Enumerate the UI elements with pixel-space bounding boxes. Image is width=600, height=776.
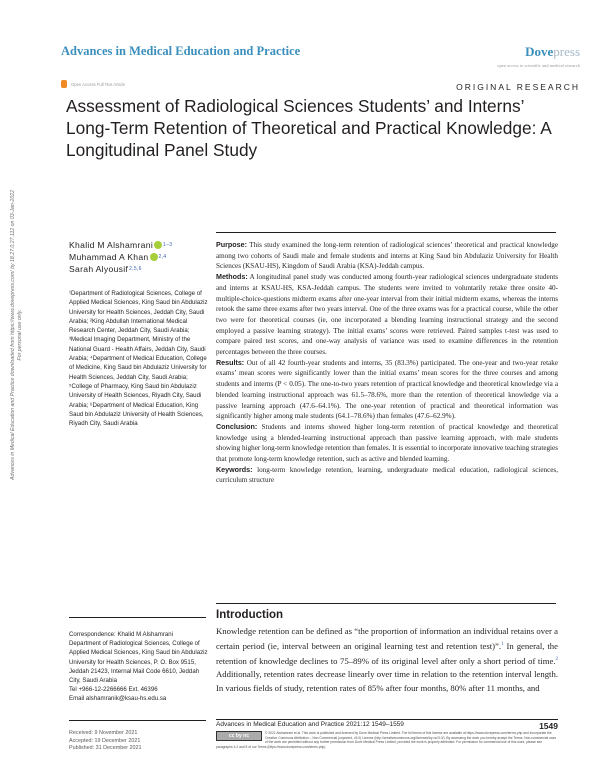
article-type: ORIGINAL RESEARCH bbox=[456, 82, 580, 92]
abstract-keywords bbox=[216, 465, 558, 486]
abstract-top-divider bbox=[216, 232, 556, 233]
publisher-tagline: open access to scientific and medical research bbox=[497, 63, 580, 68]
conclusion-text: Students and interns showed higher long-term retention of practical knowledge and theoretical knowledge using a blended-learning instructional approach than passive learning approach, with male students showing higher long-term knowledge retention than females. It is essential to incorporate innovative teaching strategies that promote long-term knowledge retention, such as active and blended learning. bbox=[216, 422, 558, 464]
license-notice bbox=[216, 731, 558, 749]
results-label: Results: bbox=[216, 358, 245, 367]
author-name[interactable]: Muhammad A Khan bbox=[69, 252, 149, 262]
author-affiliation-ref[interactable]: 1–3 bbox=[163, 242, 173, 248]
cc-license-badge-icon[interactable] bbox=[216, 731, 262, 741]
publisher-name-bold: Dove bbox=[525, 44, 554, 59]
publisher-name-light: press bbox=[553, 44, 580, 59]
purpose-label: Purpose: bbox=[216, 241, 247, 249]
citation-link[interactable]: 2 bbox=[555, 657, 558, 663]
orcid-icon[interactable] bbox=[154, 241, 162, 249]
conclusion-label: Conclusion: bbox=[216, 422, 258, 431]
abstract-results bbox=[216, 358, 558, 422]
download-notice-line: Advances in Medical Education and Practice downloaded from https://www.dovepress.com/ by 18.27.0.27.112 on 03-Jan-2022 bbox=[10, 190, 16, 480]
footer-divider bbox=[216, 719, 558, 720]
intro-text: Additionally, retention rates decrease linearly over time in relation to the retention interval length. In various fields of study, retention rates of 85% after four months, 80% after 11 months, and bbox=[216, 669, 558, 693]
dates-divider bbox=[69, 720, 206, 721]
open-access-lock-icon bbox=[61, 80, 67, 88]
published-date: Published: 31 December 2021 bbox=[69, 745, 142, 751]
download-notice bbox=[6, 100, 28, 570]
author-affiliation-ref[interactable]: 2,4 bbox=[158, 254, 167, 260]
cc-badge-text: cc by nc bbox=[228, 732, 249, 739]
introduction-body bbox=[216, 625, 558, 695]
publisher-logo[interactable] bbox=[497, 44, 580, 68]
publication-dates bbox=[69, 730, 142, 753]
journal-title[interactable]: Advances in Medical Education and Practice bbox=[61, 44, 301, 58]
personal-use-notice: For personal use only. bbox=[17, 309, 23, 361]
correspondence-address: Department of Radiological Sciences, College of Applied Medical Sciences, King Saud bin Abdulaziz University for Health Sciences, P. O. Box 9515, Jeddah 21423, Internal Mail Code 6610, Jeddah City, Saudi Arabia bbox=[69, 640, 208, 685]
correspondence bbox=[69, 630, 209, 704]
article-title: Assessment of Radiological Sciences Students’ and Interns’ Long-Term Retention of Theoretical and Practical Knowledge: A Longitudinal Panel Study bbox=[66, 96, 551, 160]
orcid-icon[interactable] bbox=[150, 253, 158, 261]
abstract-purpose bbox=[216, 240, 558, 272]
keywords-label: Keywords: bbox=[216, 465, 253, 474]
correspondence-phone: Tel +966-12-2266666 Ext. 46396 bbox=[69, 686, 158, 694]
author-name[interactable]: Khalid M Alshamrani bbox=[69, 240, 154, 250]
citation-link[interactable]: 1 bbox=[501, 642, 504, 648]
open-access-text: Open Access Full Text Article bbox=[71, 81, 125, 87]
intro-text: Knowledge retention can be defined as “the proportion of information an individual retains over a certain period (ie, interval between an original learning test and retention test)”. bbox=[216, 626, 558, 652]
author bbox=[69, 239, 172, 251]
received-date: Received: 9 November 2021 bbox=[69, 730, 138, 736]
results-text: Out of all 42 fourth-year students and interns, 35 (83.3%) participated. The one-year and two-year retake exams’ mean scores were significantly lower than the initial exams’ mean scores for the three courses and among students and interns (P < 0.05). The one-to-two years retention of practical knowledge and theoretical knowledge via a blended learning instructional approach was 61.5–78.6%, more than the retention of theoretical knowledge via a passive learning approach (47.6–64.1%). The one-year retention of practical and theoretical information was significantly higher among male students (64.1–78.6%) than females (47.6–62.9%). bbox=[216, 358, 558, 421]
abstract-methods bbox=[216, 272, 558, 358]
footer-citation-line bbox=[216, 721, 558, 731]
author-affiliation-ref[interactable]: 2,5,6 bbox=[129, 266, 142, 272]
methods-text: A longitudinal panel study was conducted among fourth-year radiological sciences undergraduate students and interns at KSAU-HS, KSA-Jeddah campus. The students were invited to voluntarily retake three onsite 40-multiple-choice-questions midterm exams after one-year interval from their initial midterm exams, whereas the interns retook the same three exams after two years interval. One of the three exams was for a practical course, while the other two were for theoretical courses (ie, one incorporated a blending learning instructional strategy and the second employed a passive learning strategy). The initial exams’ scores were retrieved. Paired samples t-test was used to compare paired test scores, and one-way analysis of variance was used to examine differences in the retention percentages between the three courses. bbox=[216, 273, 558, 357]
abstract bbox=[216, 240, 558, 486]
methods-label: Methods: bbox=[216, 273, 248, 282]
abstract-bottom-divider bbox=[216, 603, 556, 604]
page-number: 1549 bbox=[539, 721, 558, 731]
author-name[interactable]: Sarah Alyousif bbox=[69, 264, 129, 274]
purpose-text: This study examined the long-term retention of radiological sciences’ theoretical and practical knowledge among two cohorts of Saudi male and female students and interns at King Saud bin Abdulaziz University for Health Sciences (KSAU-HS), Kingdom of Saudi Arabia (KSA)-Jeddah campus. bbox=[216, 241, 559, 271]
correspondence-name: Correspondence: Khalid M Alshamrani bbox=[69, 631, 173, 638]
intro-text: In general, the retention of knowledge declines to 75–89% of its original level after only a short period of time. bbox=[216, 641, 558, 667]
affiliations: ¹Department of Radiological Sciences, College of Applied Medical Sciences, King Saud bin Abdulaziz University for Health Sciences, Jeddah City, Saudi Arabia; ²King Abdullah International Medical Research Center, Jeddah City, Saudi Arabia; ³Medical Imaging Department, Ministry of the National Guard - Health Affairs, Jeddah City, Saudi Arabia; ⁴Department of Medical Education, College of Medicine, King Saud bin Abdulaziz University for Health Sciences, Jeddah City, Saudi Arabia; ⁵College of Pharmacy, King Saud bin Abdulaziz University of Health Sciences, Riyadh City, Saudi Arabia; ⁶Department of Medical Education, King Saud bin Abdulaziz University of Health Sciences, Riyadh City, Saudi Arabia bbox=[69, 290, 208, 428]
correspondence-email[interactable]: Email alshamranik@ksau-hs.edu.sa bbox=[69, 695, 167, 703]
keywords-text: long-term knowledge retention, learning, undergraduate medical education, radiological sciences, curriculum structure bbox=[216, 465, 558, 485]
author-list bbox=[69, 239, 172, 275]
author bbox=[69, 251, 172, 263]
footer-citation[interactable]: Advances in Medical Education and Practice 2021:12 1549–1559 bbox=[216, 721, 404, 728]
open-access-label bbox=[61, 80, 125, 88]
abstract-conclusion bbox=[216, 422, 558, 465]
introduction-heading: Introduction bbox=[216, 609, 284, 621]
accepted-date: Accepted: 19 December 2021 bbox=[69, 737, 141, 744]
author bbox=[69, 263, 172, 275]
license-text: © 2021 Alshamrani et al. This work is published and licensed by Dove Medical Press Limited. The full terms of this license are available at https://www.dovepress.com/terms.php and incorporate the Creative Commons Attribution – Non Commercial (unported, v3.0) License (http://creativecommons.org/licenses/by-nc/3.0/). By accessing the work you hereby accept the Terms. Non-commercial uses of the work are permitted without any further permission from Dove Medical Press Limited, provided the work is properly attributed. For permission for commercial use of this work, please see paragraphs 4.2 and 5 of our Terms (https://www.dovepress.com/terms.php). bbox=[216, 731, 557, 749]
correspondence-divider bbox=[69, 617, 206, 618]
